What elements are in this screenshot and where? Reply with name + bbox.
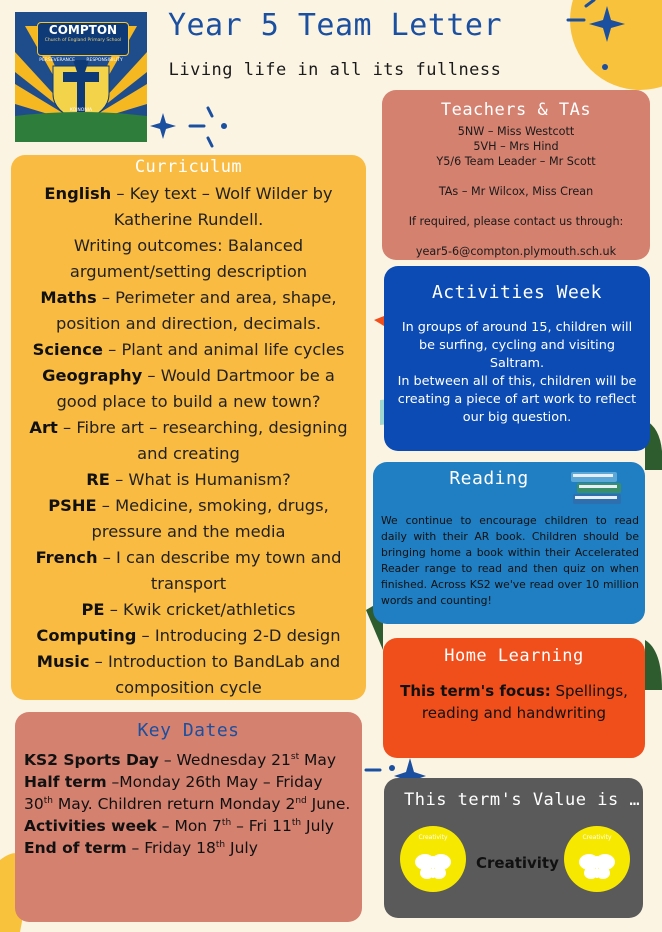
curriculum-item xyxy=(23,649,354,701)
subject-label: Maths xyxy=(40,288,97,307)
subject-text: – Introduction to BandLab and composition cycle xyxy=(89,652,341,697)
teachers-heading: Teachers & TAs xyxy=(440,100,592,120)
key-dates-panel xyxy=(15,712,362,922)
contact-email[interactable]: year5-6@compton.plymouth.sch.uk xyxy=(415,245,617,258)
curriculum-item xyxy=(23,493,354,545)
curriculum-item xyxy=(23,467,354,493)
subject-label: Art xyxy=(29,418,58,437)
teacher-line xyxy=(382,229,650,244)
dot-icon xyxy=(221,123,227,129)
key-dates-list xyxy=(15,741,362,859)
curriculum-heading: Curriculum xyxy=(134,157,243,177)
key-date-item xyxy=(24,749,354,771)
date-text: –Monday 26th May – Friday 30 xyxy=(24,773,323,813)
curriculum-item xyxy=(23,597,354,623)
teacher-line: Y5/6 Team Leader – Mr Scott xyxy=(436,155,596,168)
focus-text: Spellings, reading and handwriting xyxy=(421,682,628,722)
teacher-line: TAs – Mr Wilcox, Miss Crean xyxy=(438,185,594,198)
date-label: Activities week xyxy=(24,817,157,835)
subject-text: – Medicine, smoking, drugs, pressure and the media xyxy=(91,496,329,541)
activities-text xyxy=(384,319,650,427)
page-title: Year 5 Team Letter xyxy=(167,8,503,43)
sparkle-icon xyxy=(150,113,176,139)
subject-label: Computing xyxy=(36,626,137,645)
date-text: May xyxy=(299,751,337,769)
key-date-item xyxy=(24,837,354,859)
subject-label: PE xyxy=(81,600,105,619)
subject-text: Writing outcomes: Balanced argument/setting description xyxy=(69,236,308,281)
reading-panel xyxy=(373,462,645,624)
school-logo xyxy=(15,12,147,142)
date-text: – Mon 7 xyxy=(156,817,222,835)
subject-text: – I can describe my town and transport xyxy=(97,548,342,593)
subject-text: – Fibre art – researching, designing and creating xyxy=(57,418,348,463)
key-dates-heading: Key Dates xyxy=(137,720,240,741)
reading-heading: Reading xyxy=(449,468,529,489)
activities-heading: Activities Week xyxy=(431,282,603,303)
dot-icon xyxy=(389,765,395,771)
butterfly-icon xyxy=(400,826,466,892)
subject-label: Music xyxy=(36,652,90,671)
date-label: End of term xyxy=(24,839,127,857)
curriculum-item xyxy=(23,181,354,233)
curriculum-item xyxy=(23,415,354,467)
subject-label: Science xyxy=(32,340,103,359)
subject-text: – Key text – Wolf Wilder by Katherine Rundell. xyxy=(111,184,333,229)
curriculum-item xyxy=(23,545,354,597)
badge-label: Creativity xyxy=(418,834,448,841)
teacher-line xyxy=(382,169,650,184)
curriculum-item xyxy=(23,623,354,649)
subject-text: – Would Dartmoor be a good place to build a new town? xyxy=(56,366,335,411)
logo-school-type: Church of England Primary School xyxy=(44,38,122,43)
curriculum-list xyxy=(11,177,366,701)
teachers-panel xyxy=(382,90,650,260)
teachers-list xyxy=(382,124,650,259)
butterfly-icon xyxy=(564,826,630,892)
date-text: May. Children return Monday 2 xyxy=(52,795,296,813)
creativity-badge xyxy=(564,826,630,892)
teacher-line: 5VH – Mrs Hind xyxy=(473,140,559,153)
date-suffix: nd xyxy=(295,795,307,806)
subject-text: – What is Humanism? xyxy=(109,470,291,489)
date-text: – Fri 11 xyxy=(231,817,292,835)
home-learning-text xyxy=(383,680,645,724)
dot-icon xyxy=(602,64,608,70)
date-text: July xyxy=(225,839,258,857)
subject-text: – Introducing 2-D design xyxy=(136,626,341,645)
curriculum-item xyxy=(23,363,354,415)
reading-text: We continue to encourage children to read daily with their AR book. Children should be bringing home a book within their Accelerated Reader range to read and then quiz on when finished. Across KS2 we've read over 10 million words and counting! xyxy=(381,514,639,607)
activities-panel xyxy=(384,266,650,451)
focus-label: This term's focus: xyxy=(400,682,551,700)
date-suffix: st xyxy=(290,751,300,762)
page-subtitle: Living life in all its fullness xyxy=(168,60,502,80)
badge-label: Creativity xyxy=(582,834,612,841)
subject-label: PSHE xyxy=(48,496,97,515)
curriculum-item xyxy=(23,233,354,285)
date-label: KS2 Sports Day xyxy=(24,751,159,769)
activities-paragraph: In groups of around 15, children will be surfing, cycling and visiting Saltram. xyxy=(401,320,633,371)
term-value-heading: This term's Value is … xyxy=(404,790,641,810)
home-learning-panel xyxy=(383,638,645,758)
curriculum-item xyxy=(23,285,354,337)
logo-school-name: COMPTON xyxy=(48,23,118,37)
corner-blob-top-right xyxy=(570,0,662,90)
orange-triangle xyxy=(374,316,384,326)
date-suffix: th xyxy=(291,817,302,828)
subject-label: RE xyxy=(86,470,110,489)
subject-text: – Kwik cricket/athletics xyxy=(104,600,296,619)
date-text: – Wednesday 21 xyxy=(158,751,291,769)
home-learning-heading: Home Learning xyxy=(444,646,584,666)
key-date-item xyxy=(24,771,354,815)
logo-value-word: RESPONSIBILITY xyxy=(86,58,123,63)
subject-text: – Perimeter and area, shape, position and direction, decimals. xyxy=(55,288,337,333)
green-leaf-edge-lower xyxy=(645,640,662,690)
logo-banner xyxy=(37,22,129,56)
teacher-line: 5NW – Miss Westcott xyxy=(457,125,575,138)
date-text: June. xyxy=(306,795,351,813)
subject-text: – Plant and animal life cycles xyxy=(102,340,345,359)
date-suffix: th xyxy=(43,795,53,806)
teacher-line: If required, please contact us through: xyxy=(408,215,624,228)
books-icon xyxy=(569,464,625,508)
subject-label: French xyxy=(35,548,98,567)
key-date-item xyxy=(24,815,354,837)
logo-motto: KOINONIA xyxy=(69,108,93,113)
term-value-word: Creativity xyxy=(476,854,559,872)
date-suffix: th xyxy=(221,817,232,828)
date-suffix: th xyxy=(215,839,226,850)
activities-paragraph: In between all of this, children will be creating a piece of art work to reflect our big question. xyxy=(397,374,637,425)
logo-values xyxy=(15,58,147,63)
date-text: – Friday 18 xyxy=(126,839,216,857)
date-text: July xyxy=(301,817,334,835)
curriculum-item xyxy=(23,337,354,363)
curriculum-panel xyxy=(11,155,366,700)
creativity-badge xyxy=(400,826,466,892)
date-label: Half term xyxy=(24,773,107,791)
subject-label: English xyxy=(44,184,112,203)
term-value-panel xyxy=(384,778,643,918)
subject-label: Geography xyxy=(42,366,143,385)
logo-value-word: PERSEVERANCE xyxy=(39,58,75,63)
teacher-line xyxy=(382,199,650,214)
